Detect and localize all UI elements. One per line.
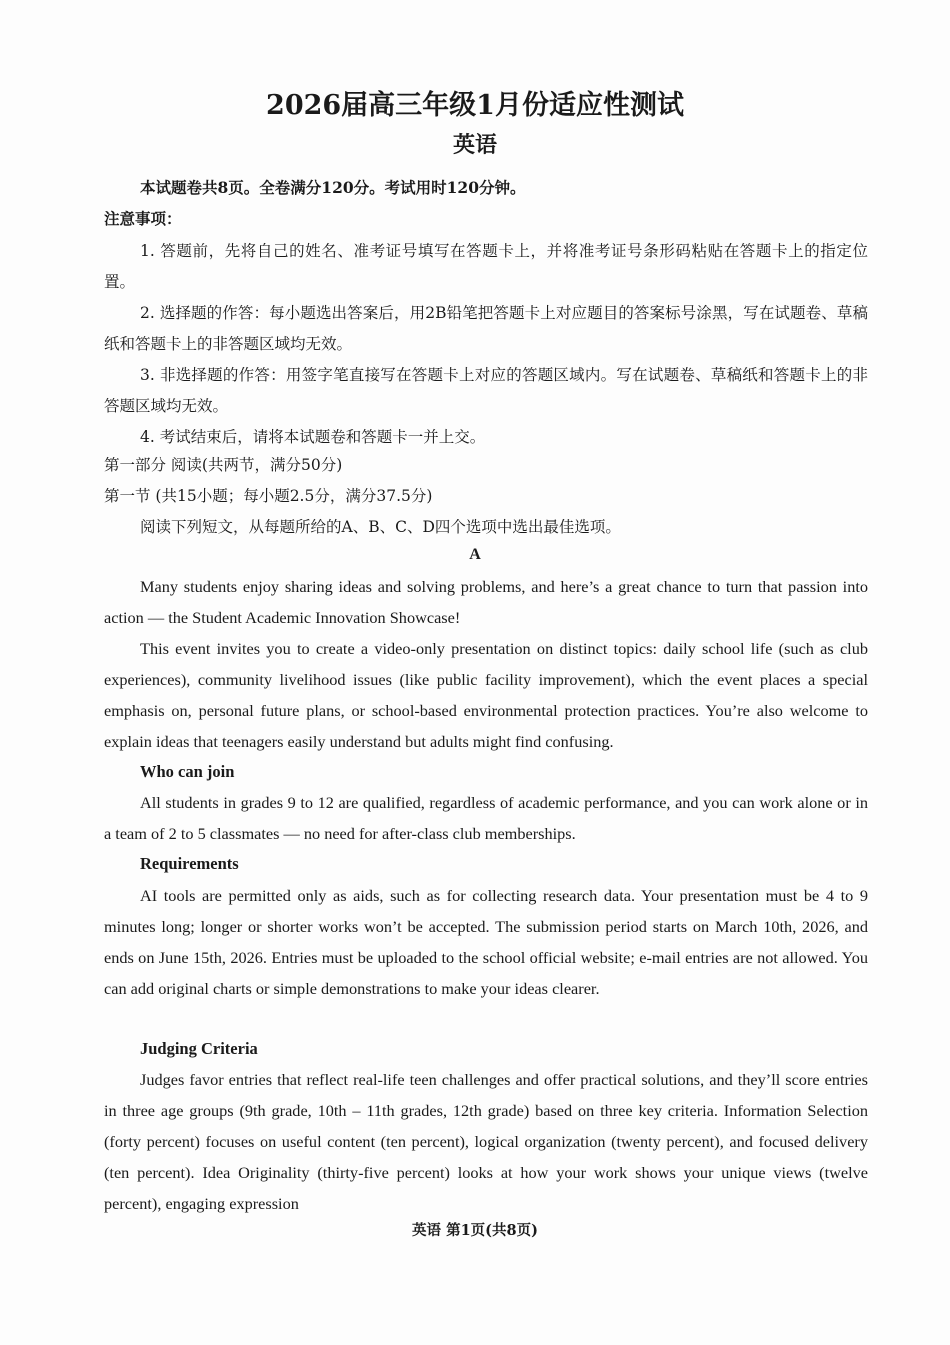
subject-title: 英语 — [452, 132, 497, 158]
notice-item-1: 1. 答题前，先将自己的姓名、准考证号填写在答题卡上，并将准考证号条形码粘贴在答题卡上的指定位置。 — [104, 242, 868, 291]
notice-item-3: 3. 非选择题的作答：用签字笔直接写在答题卡上对应的答题区域内。写在试题卷、草稿纸和答题卡上的非答题区域均无效。 — [104, 366, 868, 415]
passage-label: A — [469, 546, 481, 563]
heading-requirements: Requirements — [140, 854, 239, 873]
notice-item-4: 4. 考试结束后，请将本试题卷和答题卡一并上交。 — [140, 428, 486, 446]
notice-item-2: 2. 选择题的作答：每小题选出答案后，用2B铅笔把答题卡上对应题目的答案标号涂黑，写在试题卷、草稿纸和答题卡上的非答题区域均无效。 — [104, 304, 868, 353]
passage-paragraph-4: AI tools are permitted only as aids, such as for collecting research data. Your presentation must be 4 to 9 minutes long; longer or shorter works won’t be accepted. The submission period starts on March 10th, 2026, and ends on June 15th, 2026. Entries must be uploaded to the school official website; e-mail entries are not allowed. You can add original charts or simple demonstrations to make your ideas clearer. — [104, 886, 868, 998]
reading-instruction: 阅读下列短文，从每题所给的A、B、C、D四个选项中选出最佳选项。 — [140, 518, 621, 536]
passage-paragraph-2: This event invites you to create a video-only presentation on distinct topics: daily school life (such as club experiences), community livelihood issues (like public facility improvement), which the event places a special emphasis on, personal future plans, or school-based environmental protection practices. You’re also welcome to explain ideas that teenagers easily understand but adults might find confusing. — [104, 639, 868, 751]
part-title: 第一部分 阅读(共两节，满分50分) — [104, 456, 343, 474]
heading-judging-criteria: Judging Criteria — [140, 1039, 258, 1058]
passage-paragraph-1: Many students enjoy sharing ideas and solving problems, and here’s a great chance to turn that passion into action — the Student Academic Innovation Showcase! — [104, 577, 868, 627]
heading-who-can-join: Who can join — [140, 762, 235, 781]
notice-title: 注意事项： — [104, 209, 182, 228]
exam-summary: 本试题卷共8页。全卷满分120分。考试用时120分钟。 — [140, 178, 526, 197]
page-footer: 英语 第1页(共8页) — [412, 1222, 538, 1239]
passage-paragraph-3: All students in grades 9 to 12 are qualified, regardless of academic performance, and you can work alone or in a team of 2 to 5 classmates — no need for after-class club memberships. — [104, 793, 868, 843]
section-title: 第一节 (共15小题；每小题2.5分，满分37.5分) — [104, 487, 433, 505]
exam-title: 2026届高三年级1月份适应性测试 — [266, 90, 684, 121]
passage-paragraph-5: Judges favor entries that reflect real-life teen challenges and offer practical solutions, and they’ll score entries in three age groups (9th grade, 10th – 11th grades, 12th grade) based on three key criteria. Information Selection (forty percent) focuses on useful content (ten percent), logical organization (twenty percent), and focused delivery (ten percent). Idea Originality (thirty-five percent) looks at how your work shows your unique views (twelve percent), engaging expression — [104, 1070, 868, 1213]
